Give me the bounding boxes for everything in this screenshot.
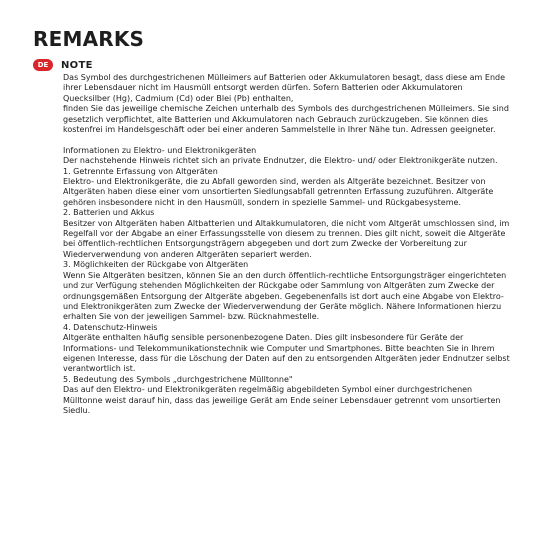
section-heading: 3. Möglichkeiten der Rückgabe von Altgeräten xyxy=(63,260,249,270)
paragraph: Das auf den Elektro- und Elektronikgeräten regelmäßig abgebildeten Symbol einer durchgestrichenen Mülltonne weist darauf hin, dass das jeweilige Gerät am Ende seiner Lebensdauer getrennt vom unsortierten Siedlu. xyxy=(63,385,501,415)
note-body xyxy=(63,73,511,416)
document-page xyxy=(33,27,511,416)
note-header xyxy=(33,58,511,72)
section-heading: Informationen zu Elektro- und Elektronikgeräten xyxy=(63,145,257,155)
paragraph: Altgeräte enthalten häufig sensible personenbezogene Daten. Dies gilt insbesondere für Geräte der Informations- und Telekommunikationstechnik wie Computer und Smartphones. Bitte beachten Sie in Ihrem eigenen Interesse, dass für die Löschung der Daten auf den zu entsorgenden Altgeräten jeder Endnutzer selbst verantwortlich ist. xyxy=(63,333,510,374)
page-title: REMARKS xyxy=(33,27,145,51)
paragraph: Besitzer von Altgeräten haben Altbatterien und Altakkumulatoren, die nicht vom Altgerät umschlossen sind, im Regelfall vor der Abgabe an einer Erfassungsstelle von diesem zu trennen. Dies gilt nicht, soweit die Altgeräte bei öffentlich-rechtlichen Entsorgungsträgern abgegeben und dort zum Zwecke der Vorbereitung zur Wiederverwendung von anderen Altgeräten separiert werden. xyxy=(63,218,510,259)
paragraph: Wenn Sie Altgeräten besitzen, können Sie an den durch öffentlich-rechtliche Entsorgungsträger eingerichteten und zur Verfügung stehenden Möglichkeiten der Rückgabe oder Sammlung von Altgeräten zum Zwecke der ordnungsgemäßen Entsorgung der Altgeräte abgeben. Gegebenenfalls ist dort auch eine Abgabe von Elektro- und Elektronikgeräten zum Zwecke der Wiederverwendung der Geräte möglich. Nähere Informationen hierzu erhalten Sie von der jeweiligen Sammel- bzw. Rücknahmestelle. xyxy=(63,270,507,322)
paragraph-spacer xyxy=(63,135,511,145)
section-heading: 2. Batterien und Akkus xyxy=(63,208,155,218)
section-heading: 1. Getrennte Erfassung von Altgeräten xyxy=(63,166,218,176)
note-label: NOTE xyxy=(61,59,93,71)
section-heading: 4. Datenschutz-Hinweis xyxy=(63,322,158,332)
language-badge: DE xyxy=(33,59,53,71)
paragraph: Das Symbol des durchgestrichenen Mülleimers auf Batterien oder Akkumulatoren besagt, dass diese am Ende ihrer Lebensdauer nicht im Hausmüll entsorgt werden dürfen. Sofern Batterien oder Akkumulatoren Quecksilber (Hg), Cadmium (Cd) oder Blei (Pb) enthalten, xyxy=(63,73,506,103)
section-heading: 5. Bedeutung des Symbols „durchgestrichene Mülltonne" xyxy=(63,374,293,384)
paragraph: Der nachstehende Hinweis richtet sich an private Endnutzer, die Elektro- und/ oder Elektronikgeräte nutzen. xyxy=(63,156,498,166)
paragraph: Elektro- und Elektronikgeräte, die zu Abfall geworden sind, werden als Altgeräte bezeichnet. Besitzer von Altgeräten haben diese einer vom unsortierten Siedlungsabfall getrennten Erfassung zuzuführen. Altgeräte gehören insbesondere nicht in den Hausmüll, sondern in spezielle Sammel- und Rückgabesysteme. xyxy=(63,177,494,207)
paragraph: finden Sie das jeweilige chemische Zeichen unterhalb des Symbols des durchgestrichenen Mülleimers. Sie sind gesetzlich verpflichtet, alte Batterien und Akkumulatoren nach Gebrauch zurückzugeben. Sie können dies kostenfrei im Handelsgeschäft oder bei einer anderen Sammelstelle in Ihrer Nähe tun. Adressen geeigneter. xyxy=(63,104,509,135)
